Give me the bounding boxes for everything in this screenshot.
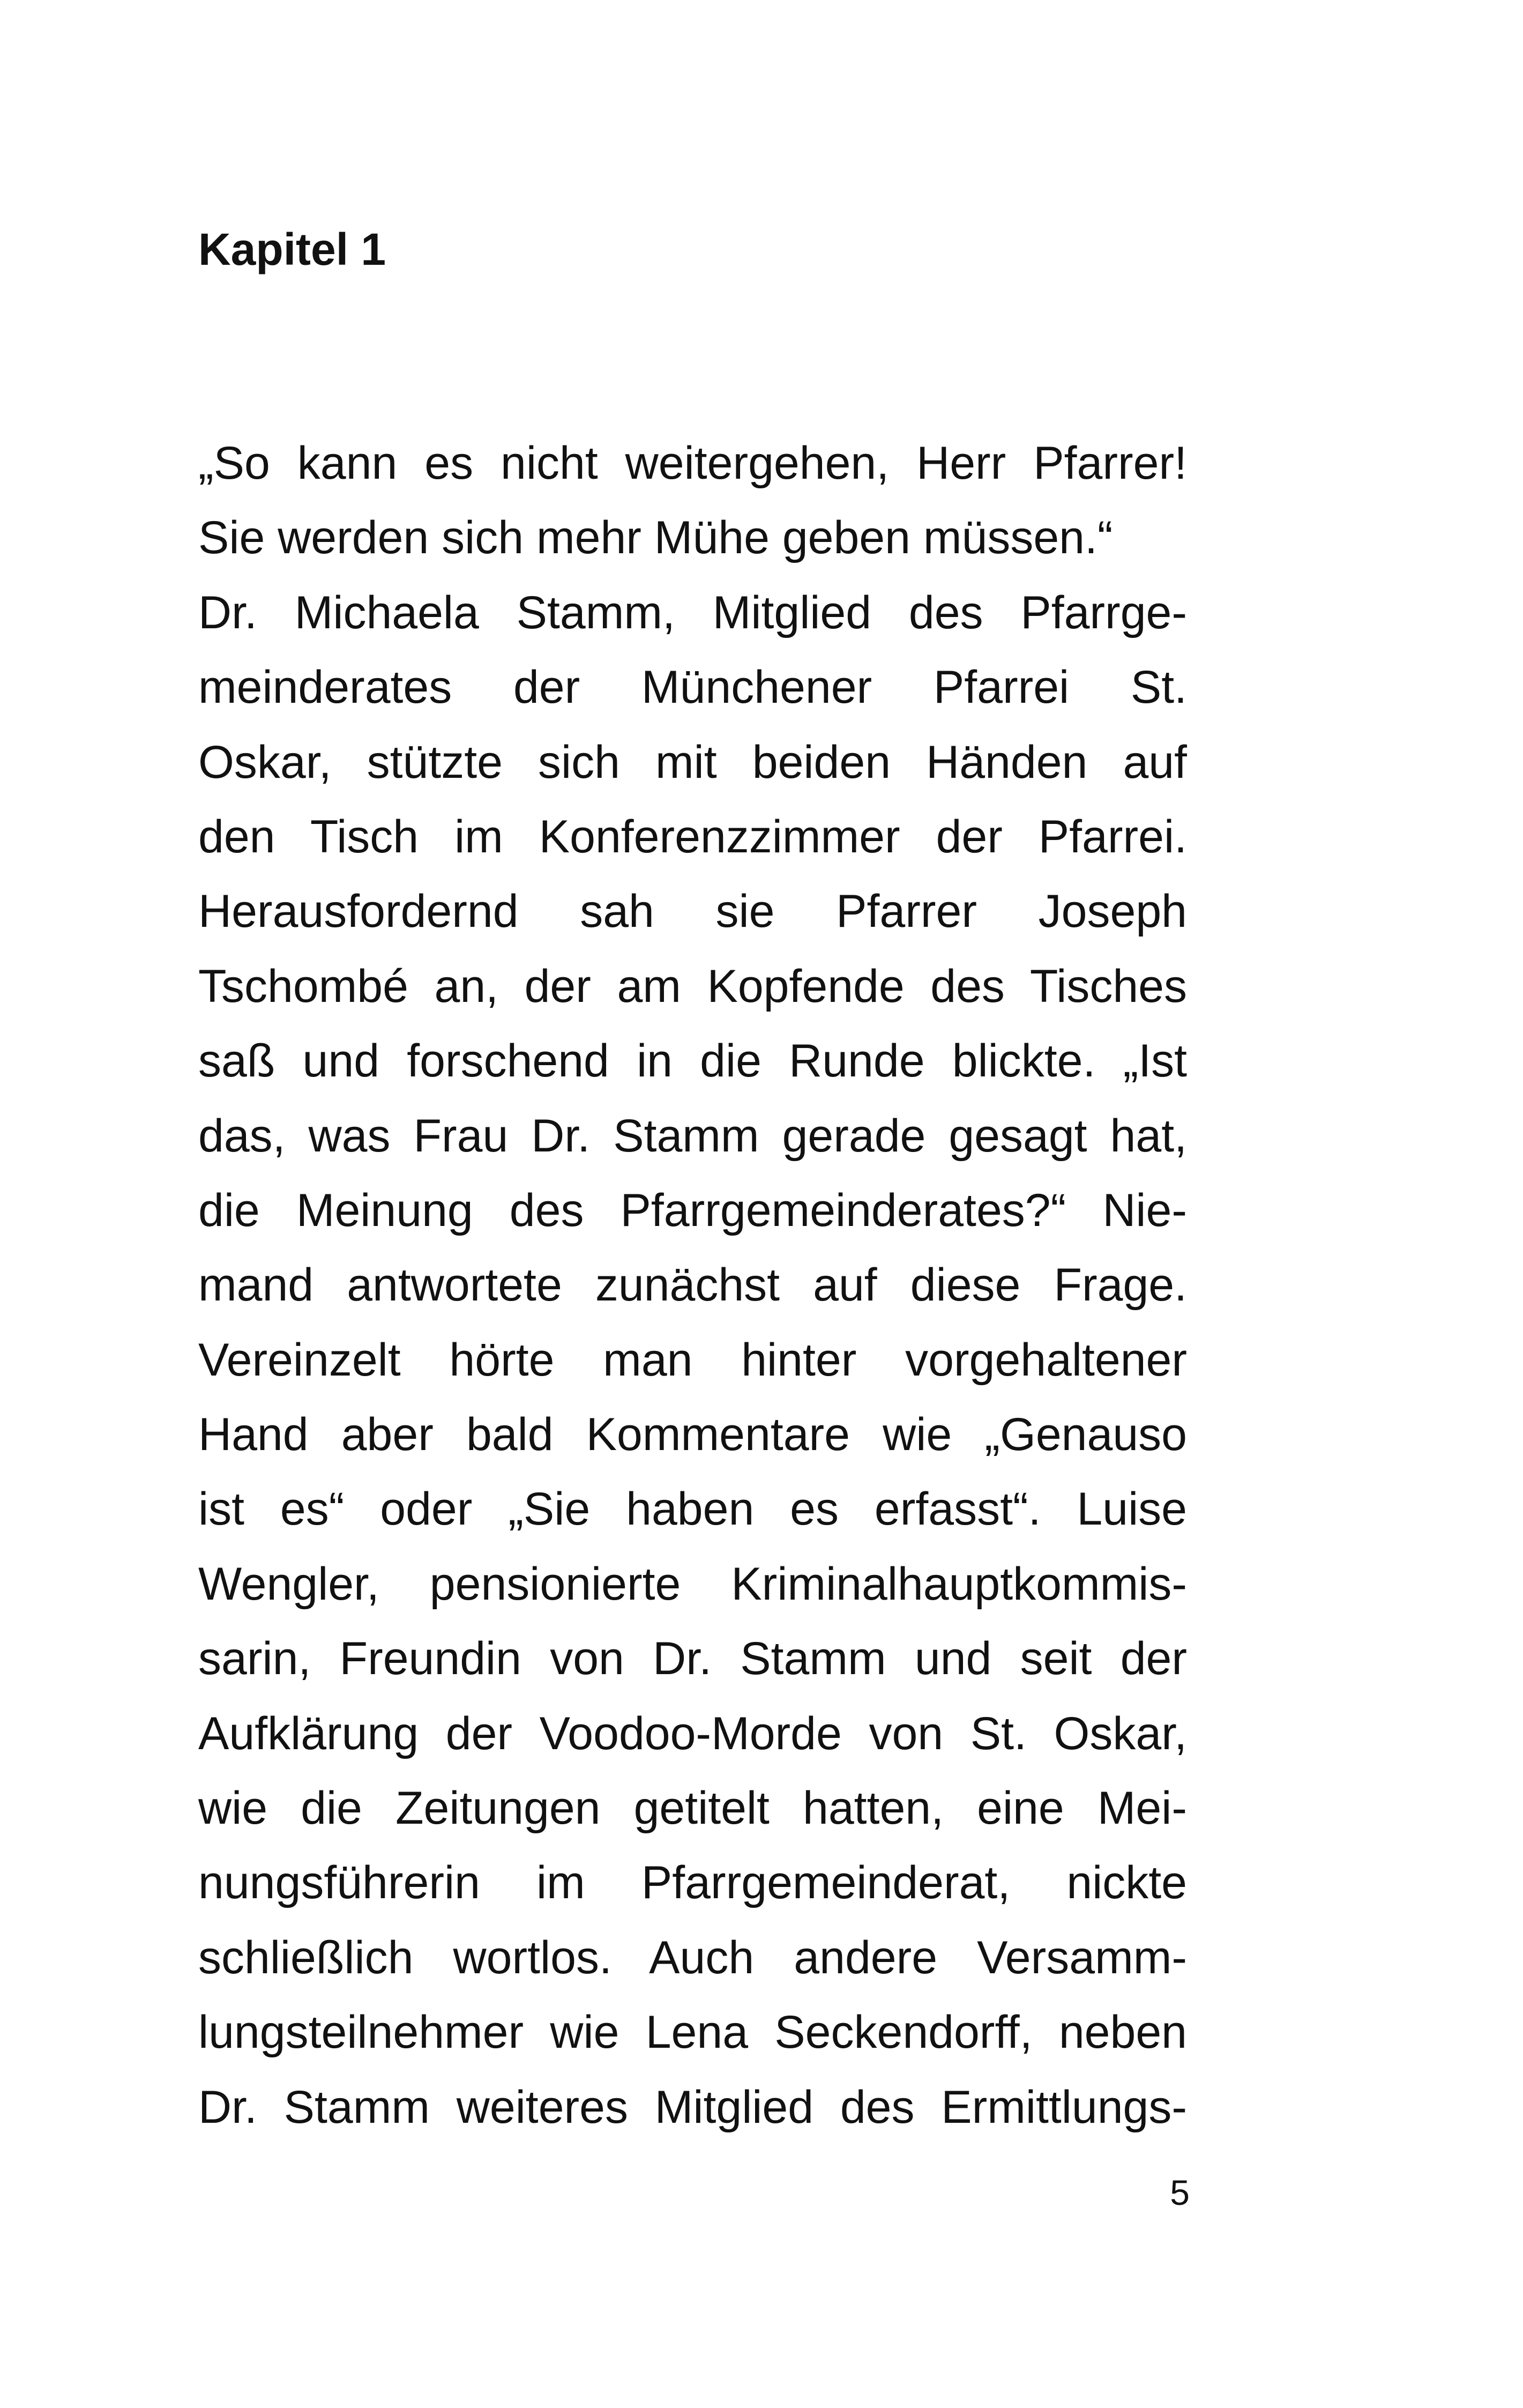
text-line: Sie werden sich mehr Mühe geben müssen.“ bbox=[198, 512, 1113, 564]
text-line: meinderates der Münchener Pfarrei St. bbox=[198, 662, 1187, 714]
text-line: Aufklärung der Voodoo-Morde von St. Oskar, bbox=[198, 1707, 1187, 1759]
chapter-title: Kapitel 1 bbox=[198, 224, 386, 274]
text-line: ist es“ oder „Sie haben es erfasst“. Luise bbox=[198, 1483, 1187, 1535]
text-line: nungsführerin im Pfarrgemeinderat, nickte bbox=[198, 1857, 1187, 1909]
text-line: sarin, Freundin von Dr. Stamm und seit der bbox=[198, 1633, 1187, 1685]
text-line: Herausfordernd sah sie Pfarrer Joseph bbox=[198, 886, 1187, 938]
page-number: 5 bbox=[1170, 2173, 1190, 2212]
text-line: Wengler, pensionierte Kriminalhauptkommis- bbox=[198, 1558, 1187, 1610]
text-line: Dr. Stamm weiteres Mitglied des Ermittlungs- bbox=[198, 2081, 1187, 2133]
text-line: Tschombé an, der am Kopfende des Tisches bbox=[198, 960, 1187, 1012]
text-line: „So kann es nicht weitergehen, Herr Pfarrer! bbox=[198, 437, 1187, 489]
text-line: Oskar, stützte sich mit beiden Händen auf bbox=[198, 736, 1187, 788]
text-line: mand antwortete zunächst auf diese Frage. bbox=[198, 1259, 1187, 1311]
body-text bbox=[198, 426, 1187, 2145]
text-line: schließlich wortlos. Auch andere Versamm- bbox=[198, 1931, 1187, 1983]
text-line: lungsteilnehmer wie Lena Seckendorff, neben bbox=[198, 2006, 1187, 2058]
text-line: Dr. Michaela Stamm, Mitglied des Pfarrge- bbox=[198, 586, 1187, 638]
text-line: saß und forschend in die Runde blickte. „Ist bbox=[198, 1035, 1187, 1087]
text-line: wie die Zeitungen getitelt hatten, eine Mei- bbox=[198, 1782, 1187, 1834]
text-line: Hand aber bald Kommentare wie „Genauso bbox=[198, 1409, 1187, 1461]
text-line: den Tisch im Konferenzzimmer der Pfarrei. bbox=[198, 811, 1187, 863]
text-line: Vereinzelt hörte man hinter vorgehaltener bbox=[198, 1334, 1187, 1386]
text-line: die Meinung des Pfarrgemeinderates?“ Nie- bbox=[198, 1184, 1187, 1236]
text-line: das, was Frau Dr. Stamm gerade gesagt hat, bbox=[198, 1110, 1187, 1162]
